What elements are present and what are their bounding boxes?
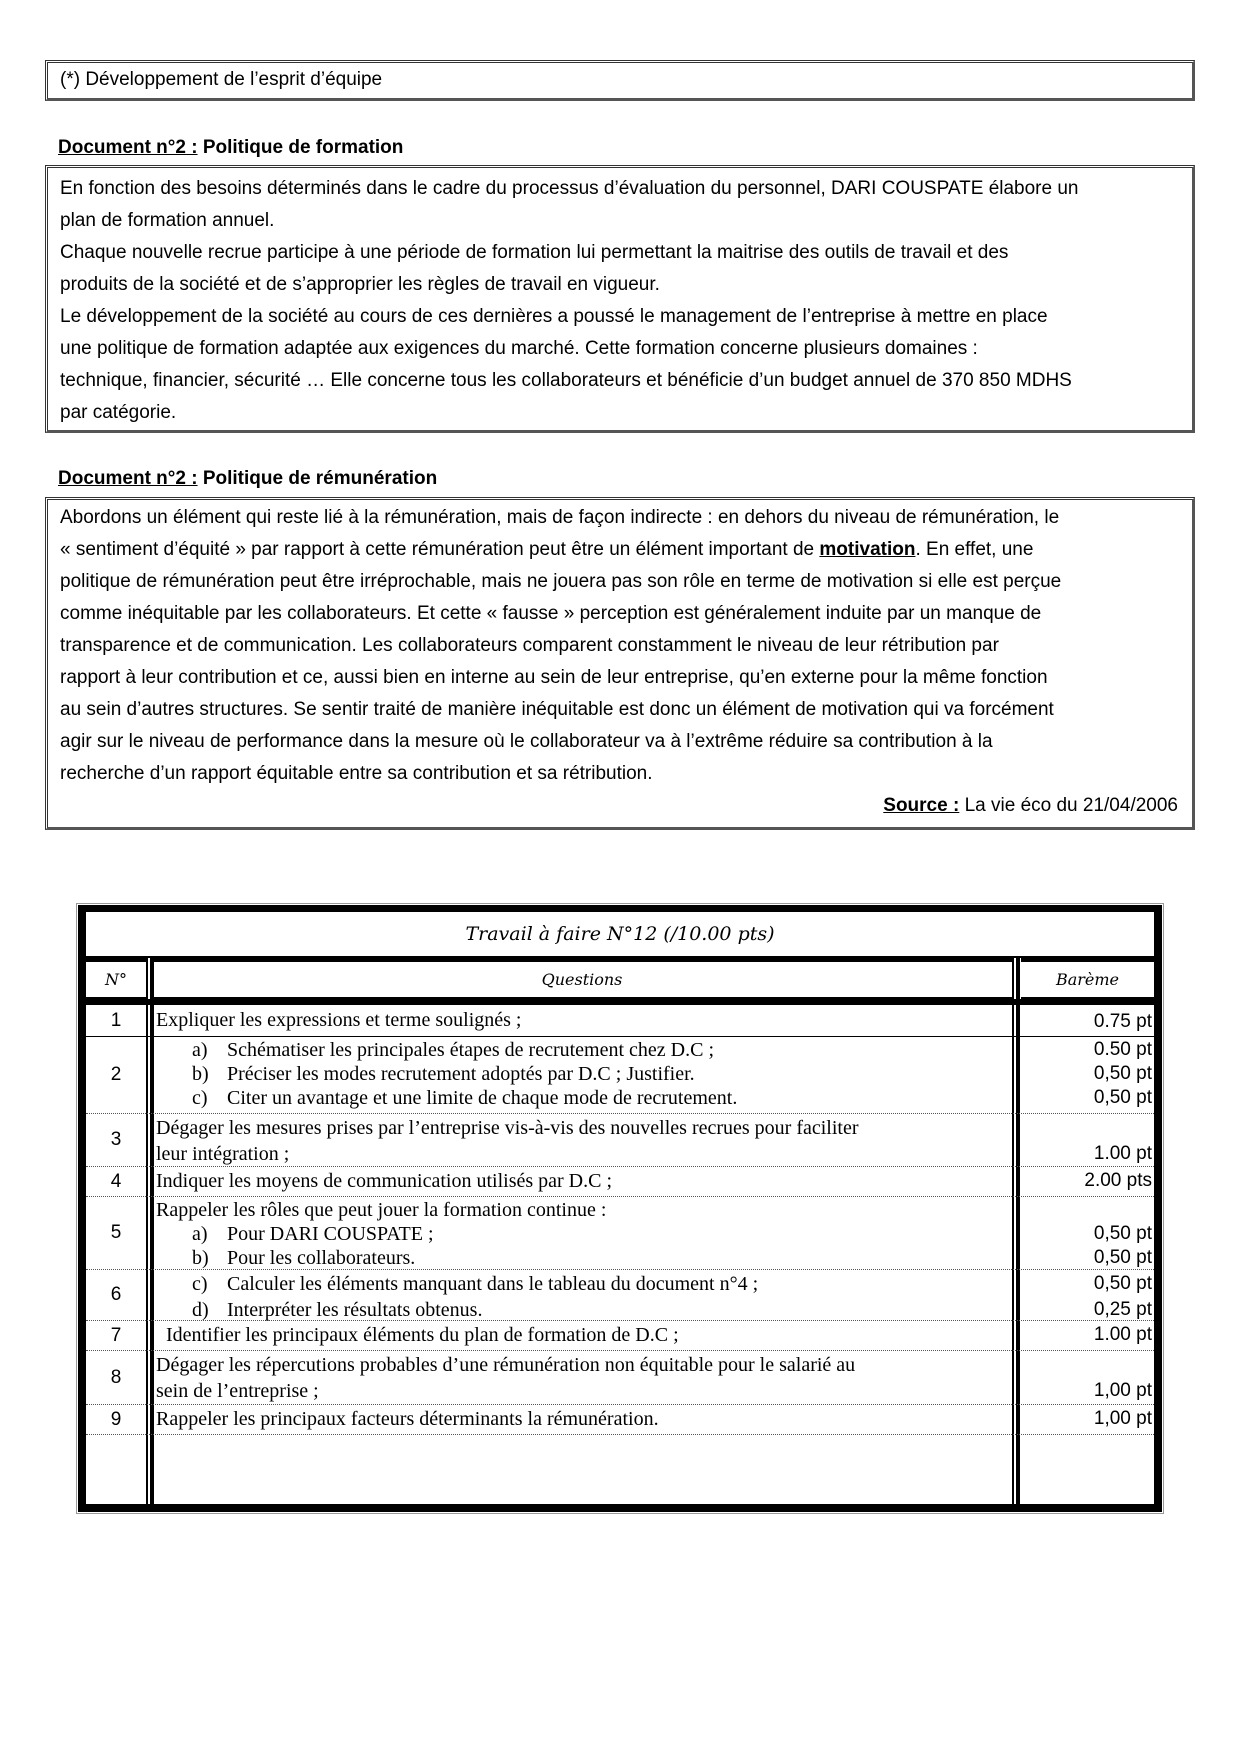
question-points [1026, 1167, 1152, 1196]
header-questions: Questions [152, 957, 1012, 999]
sub-question [156, 1222, 1006, 1246]
question-points [1026, 1197, 1152, 1269]
question-number: 6 [110, 1284, 122, 1305]
question-text [156, 1405, 1006, 1434]
question-row [86, 1167, 1154, 1197]
question-row [86, 1037, 1154, 1114]
question-number: 8 [110, 1366, 122, 1388]
points-value [1026, 1198, 1152, 1222]
points-value [1026, 1115, 1152, 1141]
question-points [1026, 1037, 1152, 1113]
formation-line: par catégorie. [60, 402, 177, 423]
question-number: 7 [110, 1324, 122, 1346]
points-value: 0,50 pt [1093, 1087, 1152, 1108]
question-number: 1 [110, 1009, 122, 1031]
question-line: Dégager les mesures prises par l’entreprise vis-à-vis des nouvelles recrues pour faciliter [156, 1117, 859, 1139]
motivation-term: motivation [819, 539, 916, 560]
question-row [86, 1270, 1154, 1321]
question-text [156, 1167, 1006, 1196]
task-table-title: Travail à faire N°12 (/10.00 pts) [86, 907, 1154, 958]
esprit-equipe-box [45, 60, 1195, 101]
question-points [1026, 1005, 1152, 1036]
sub-question-label: c) [192, 1087, 208, 1109]
remuneration-line: comme inéquitable par les collaborateurs. Et cette « fausse » perception est généralement induite par un manque de [60, 603, 1042, 624]
sub-question [156, 1038, 1006, 1062]
sub-question-label: b) [192, 1063, 209, 1085]
formation-line: plan de formation annuel. [60, 210, 275, 231]
question-text [156, 1114, 1006, 1166]
question-line: leur intégration ; [156, 1143, 290, 1165]
points-value: 2.00 pts [1084, 1170, 1152, 1191]
formation-line: produits de la société et de s’approprier les règles de travail en vigueur. [60, 274, 660, 295]
sub-question-text: Calculer les éléments manquant dans le tableau du document n°4 ; [227, 1273, 759, 1295]
question-number: 9 [110, 1408, 122, 1430]
sub-question [156, 1271, 1006, 1297]
formation-line: En fonction des besoins déterminés dans le cadre du processus d’évaluation du personnel, DARI COUSPATE élabore un [60, 178, 1079, 199]
sub-question-text: Pour les collaborateurs. [227, 1247, 416, 1269]
points-value: 0,25 pt [1093, 1299, 1152, 1320]
sub-question-label: a) [192, 1223, 208, 1245]
question-row [86, 1197, 1154, 1270]
header-number: N° [86, 957, 146, 999]
question-points [1026, 1405, 1152, 1434]
question-points [1026, 1321, 1152, 1350]
task-table [78, 905, 1162, 1512]
formation-line: Le développement de la société au cours de ces dernières a poussé le management de l’entreprise à mettre en place [60, 306, 1048, 327]
doc-formation-box [45, 165, 1195, 433]
points-value: 0,50 pt [1093, 1223, 1152, 1244]
sub-question [156, 1297, 1006, 1323]
points-value: 1.00 pt [1093, 1324, 1152, 1345]
points-value: 0,50 pt [1093, 1063, 1152, 1084]
question-line: sein de l’entreprise ; [156, 1380, 319, 1402]
esprit-equipe-text: (*) Développement de l’esprit d’équipe [60, 69, 383, 90]
remuneration-line: politique de rémunération peut être irréprochable, mais ne jouera pas son rôle en terme de motivation si elle est perçue [60, 571, 1062, 592]
doc-formation-label: Document n°2 : [58, 137, 198, 158]
points-value: 0.50 pt [1093, 1039, 1152, 1060]
points-value: 1,00 pt [1093, 1408, 1152, 1429]
question-text [156, 1321, 1006, 1350]
remuneration-line: rapport à leur contribution et ce, aussi bien en interne au sein de leur entreprise, qu’en externe pour la même fonction [60, 667, 1048, 688]
points-value: 1,00 pt [1093, 1380, 1152, 1401]
question-number: 5 [110, 1222, 122, 1243]
sub-question-text: Préciser les modes recrutement adoptés par D.C ; Justifier. [227, 1063, 695, 1085]
doc-remuneration-heading: Politique de rémunération [197, 468, 438, 489]
remuneration-line-motivation [60, 534, 1180, 566]
doc-formation-heading: Politique de formation [197, 137, 404, 158]
question-line: Identifier les principaux éléments du plan de formation de D.C ; [156, 1324, 679, 1346]
sub-question-text: Pour DARI COUSPATE ; [227, 1223, 434, 1245]
question-row [86, 1405, 1154, 1435]
question-points [1026, 1351, 1152, 1404]
remuneration-line: au sein d’autres structures. Se sentir traité de manière inéquitable est donc un élément de motivation qui va forcément [60, 699, 1054, 720]
sub-question-label: b) [192, 1247, 209, 1269]
remuneration-line: agir sur le niveau de performance dans la mesure où le collaborateur va à l’extrême réduire sa contribution à la [60, 731, 993, 752]
sub-question-label: c) [192, 1273, 208, 1295]
question-row [86, 999, 1154, 1037]
points-value: 1.00 pt [1093, 1143, 1152, 1164]
question-points [1026, 1114, 1152, 1166]
question-line: Rappeler les principaux facteurs déterminants la rémunération. [156, 1408, 659, 1430]
doc-remuneration-label: Document n°2 : [58, 468, 198, 489]
points-value: 0.75 pt [1093, 1011, 1152, 1032]
question-row [86, 1114, 1154, 1167]
sub-question-text: Schématiser les principales étapes de recrutement chez D.C ; [227, 1039, 715, 1061]
points-value: 0,50 pt [1093, 1273, 1152, 1294]
question-line: Indiquer les moyens de communication utilisés par D.C ; [156, 1170, 613, 1192]
question-row [86, 1351, 1154, 1405]
question-points [1026, 1270, 1152, 1320]
formation-line: Chaque nouvelle recrue participe à une période de formation lui permettant la maitrise des outils de travail et des [60, 242, 1009, 263]
question-number: 4 [110, 1170, 122, 1192]
source-citation [60, 790, 1180, 822]
question-line: Dégager les répercutions probables d’une rémunération non équitable pour le salarié au [156, 1354, 856, 1376]
doc-formation-title [58, 137, 403, 159]
points-value: 0,50 pt [1093, 1247, 1152, 1268]
header-bareme: Barème [1021, 957, 1154, 999]
question-text [156, 1197, 1006, 1269]
question-number: 2 [110, 1064, 122, 1085]
sub-question [156, 1086, 1006, 1110]
formation-line: technique, financier, sécurité … Elle concerne tous les collaborateurs et bénéficie d’un budget annuel de 370 850 MDHS [60, 370, 1072, 391]
question-row [86, 1321, 1154, 1351]
sub-question-text: Citer un avantage et une limite de chaque mode de recrutement. [227, 1087, 738, 1109]
sub-question-label: d) [192, 1299, 209, 1321]
question-number: 3 [110, 1129, 122, 1150]
question-text [156, 1270, 1006, 1320]
question-text [156, 1037, 1006, 1113]
formation-line: une politique de formation adaptée aux exigences du marché. Cette formation concerne plusieurs domaines : [60, 338, 978, 359]
question-text [156, 1351, 1006, 1404]
question-text [156, 1005, 1006, 1036]
remuneration-line: Abordons un élément qui reste lié à la rémunération, mais de façon indirecte : en dehors du niveau de rémunération, le [60, 507, 1060, 528]
doc-remuneration-title [58, 468, 437, 490]
source-text: La vie éco du 21/04/2006 [959, 795, 1178, 816]
sub-question [156, 1246, 1006, 1270]
doc-remuneration-box [45, 497, 1195, 830]
remuneration-text: . En effet, une [915, 539, 1034, 560]
question-line: Expliquer les expressions et terme soulignés ; [156, 1009, 522, 1031]
points-value [1026, 1352, 1152, 1378]
sub-question-label: a) [192, 1039, 208, 1061]
remuneration-text: « sentiment d’équité » par rapport à cette rémunération peut être un élément important de [60, 539, 820, 560]
question-line: Rappeler les rôles que peut jouer la formation continue : [156, 1199, 607, 1221]
remuneration-line: recherche d’un rapport équitable entre sa contribution et sa rétribution. [60, 763, 653, 784]
source-label: Source : [883, 795, 960, 816]
remuneration-line: transparence et de communication. Les collaborateurs comparent constamment le niveau de leur rétribution par [60, 635, 999, 656]
sub-question-text: Interpréter les résultats obtenus. [227, 1299, 483, 1321]
sub-question [156, 1062, 1006, 1086]
